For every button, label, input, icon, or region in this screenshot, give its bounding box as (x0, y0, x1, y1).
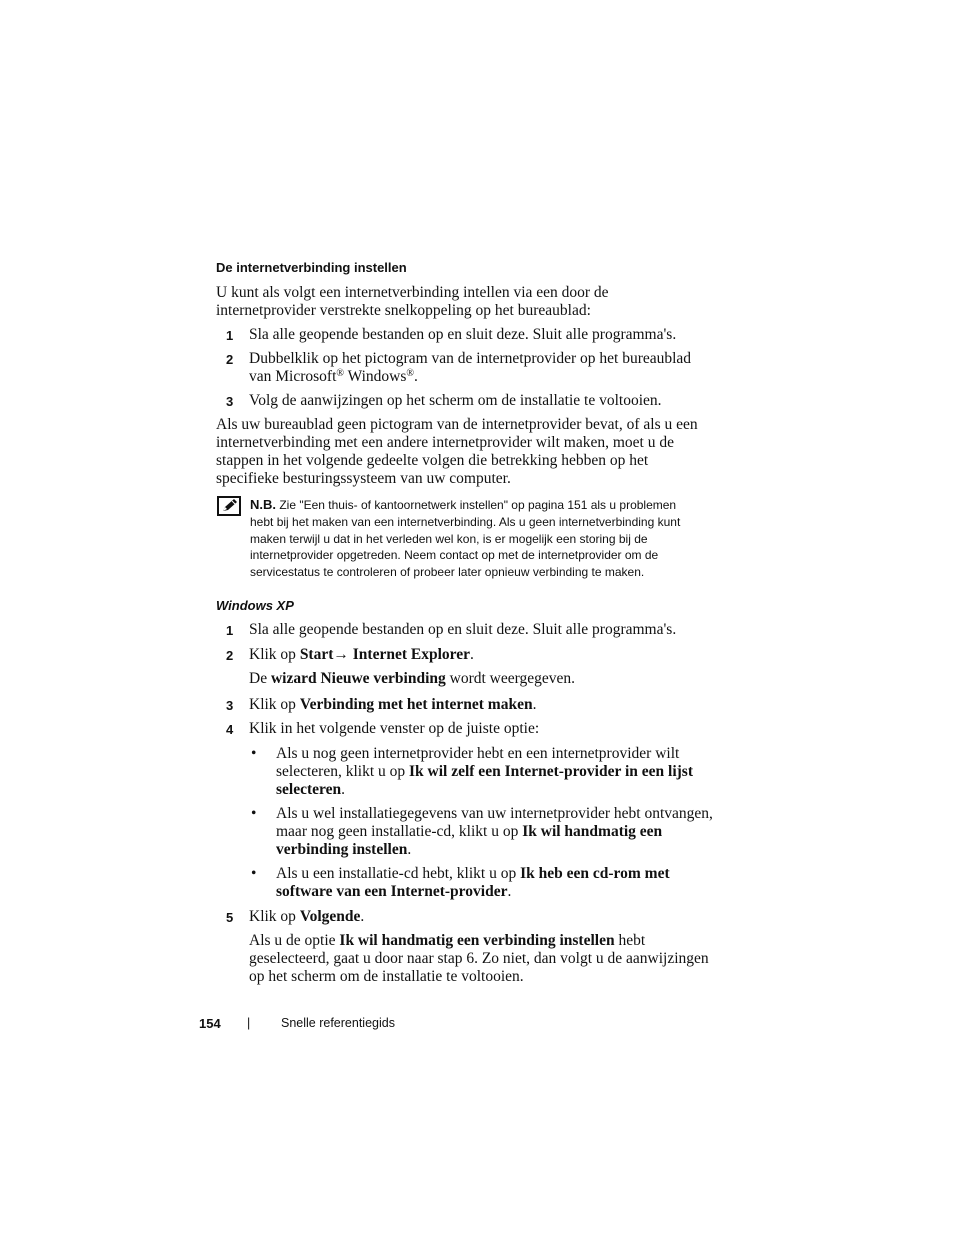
step-number: 2 (226, 648, 234, 663)
step-number: 3 (226, 698, 234, 713)
intro-paragraph (216, 284, 609, 320)
intro-line: internetprovider verstrekte snelkoppeling op het bureaublad: (216, 302, 591, 319)
bullet-marker: • (251, 805, 257, 822)
step-number: 4 (226, 722, 234, 737)
intro-line: U kunt als volgt een internetverbinding intellen via een door de (216, 284, 609, 301)
step-text: Klik op Volgende. (249, 908, 365, 925)
note-block: N.B. Zie "Een thuis- of kantoornetwerk instellen" op pagina 151 als u problemen hebt bij het maken van een internetverbinding. Als u geen internetverbinding kunt maken terwijl u dat in het verleden wel kon, is er mogelijk een storing bij de internetprovider opgetreden. Neem contact op met de internetprovider om de servicestatus te controleren of probeer later opnieuw verbinding te maken. (250, 497, 681, 580)
bullet-text: Als u nog geen internetprovider hebt en een internetprovider wilt selecteren, klikt u op Ik wil zelf een Internet-provider in een lijst selecteren. (276, 745, 693, 798)
bullet-text: Als u wel installatiegegevens van uw internetprovider hebt ontvangen, maar nog geen installatie-cd, klikt u op Ik wil handmatig een verbinding instellen. (276, 805, 713, 858)
step-text: Klik op Verbinding met het internet maken. (249, 696, 537, 713)
paragraph: Als uw bureaublad geen pictogram van de internetprovider bevat, of als u een internetverbinding met een andere internetprovider wilt maken, moet u de stappen in het volgende gedeelte volgen die betrekking hebben op het specifieke besturingssysteem van uw computer. (216, 416, 698, 487)
step-text: Sla alle geopende bestanden op en sluit deze. Sluit alle programma's. (249, 621, 677, 638)
step-text: Volg de aanwijzingen op het scherm om de installatie te voltooien. (249, 392, 662, 409)
step-number: 2 (226, 352, 234, 367)
subheading: Windows XP (216, 598, 294, 613)
bullet-marker: • (251, 745, 257, 762)
footer-title: Snelle referentiegids (281, 1016, 395, 1030)
note-pencil-icon (217, 496, 241, 516)
step-number: 1 (226, 328, 234, 343)
section-title: De internetverbinding instellen (216, 260, 407, 275)
step-text: Klik in het volgende venster op de juiste optie: (249, 720, 540, 737)
step-number: 3 (226, 394, 234, 409)
step-text: Dubbelklik op het pictogram van de internetprovider op het bureaublad van Microsoft® Windows®. (249, 350, 692, 385)
step-number: 5 (226, 910, 234, 925)
note-label: N.B. (250, 497, 276, 512)
bullet-text: Als u een installatie-cd hebt, klikt u op Ik heb een cd-rom met software van een Internet-provider. (276, 865, 670, 900)
page-number: 154 (199, 1016, 221, 1031)
step-number: 1 (226, 623, 234, 638)
step-text: Sla alle geopende bestanden op en sluit deze. Sluit alle programma's. (249, 326, 677, 343)
bullet-marker: • (251, 865, 257, 882)
step-text: Klik op Start→ Internet Explorer. (249, 646, 474, 663)
step-subtext: De wizard Nieuwe verbinding wordt weergegeven. (249, 670, 576, 687)
step-subtext: Als u de optie Ik wil handmatig een verbinding instellen hebt geselecteerd, gaat u door naar stap 6. Zo niet, dan volgt u de aanwijzingen op het scherm om de installatie te voltooien. (249, 932, 709, 985)
footer-separator: | (247, 1016, 251, 1030)
